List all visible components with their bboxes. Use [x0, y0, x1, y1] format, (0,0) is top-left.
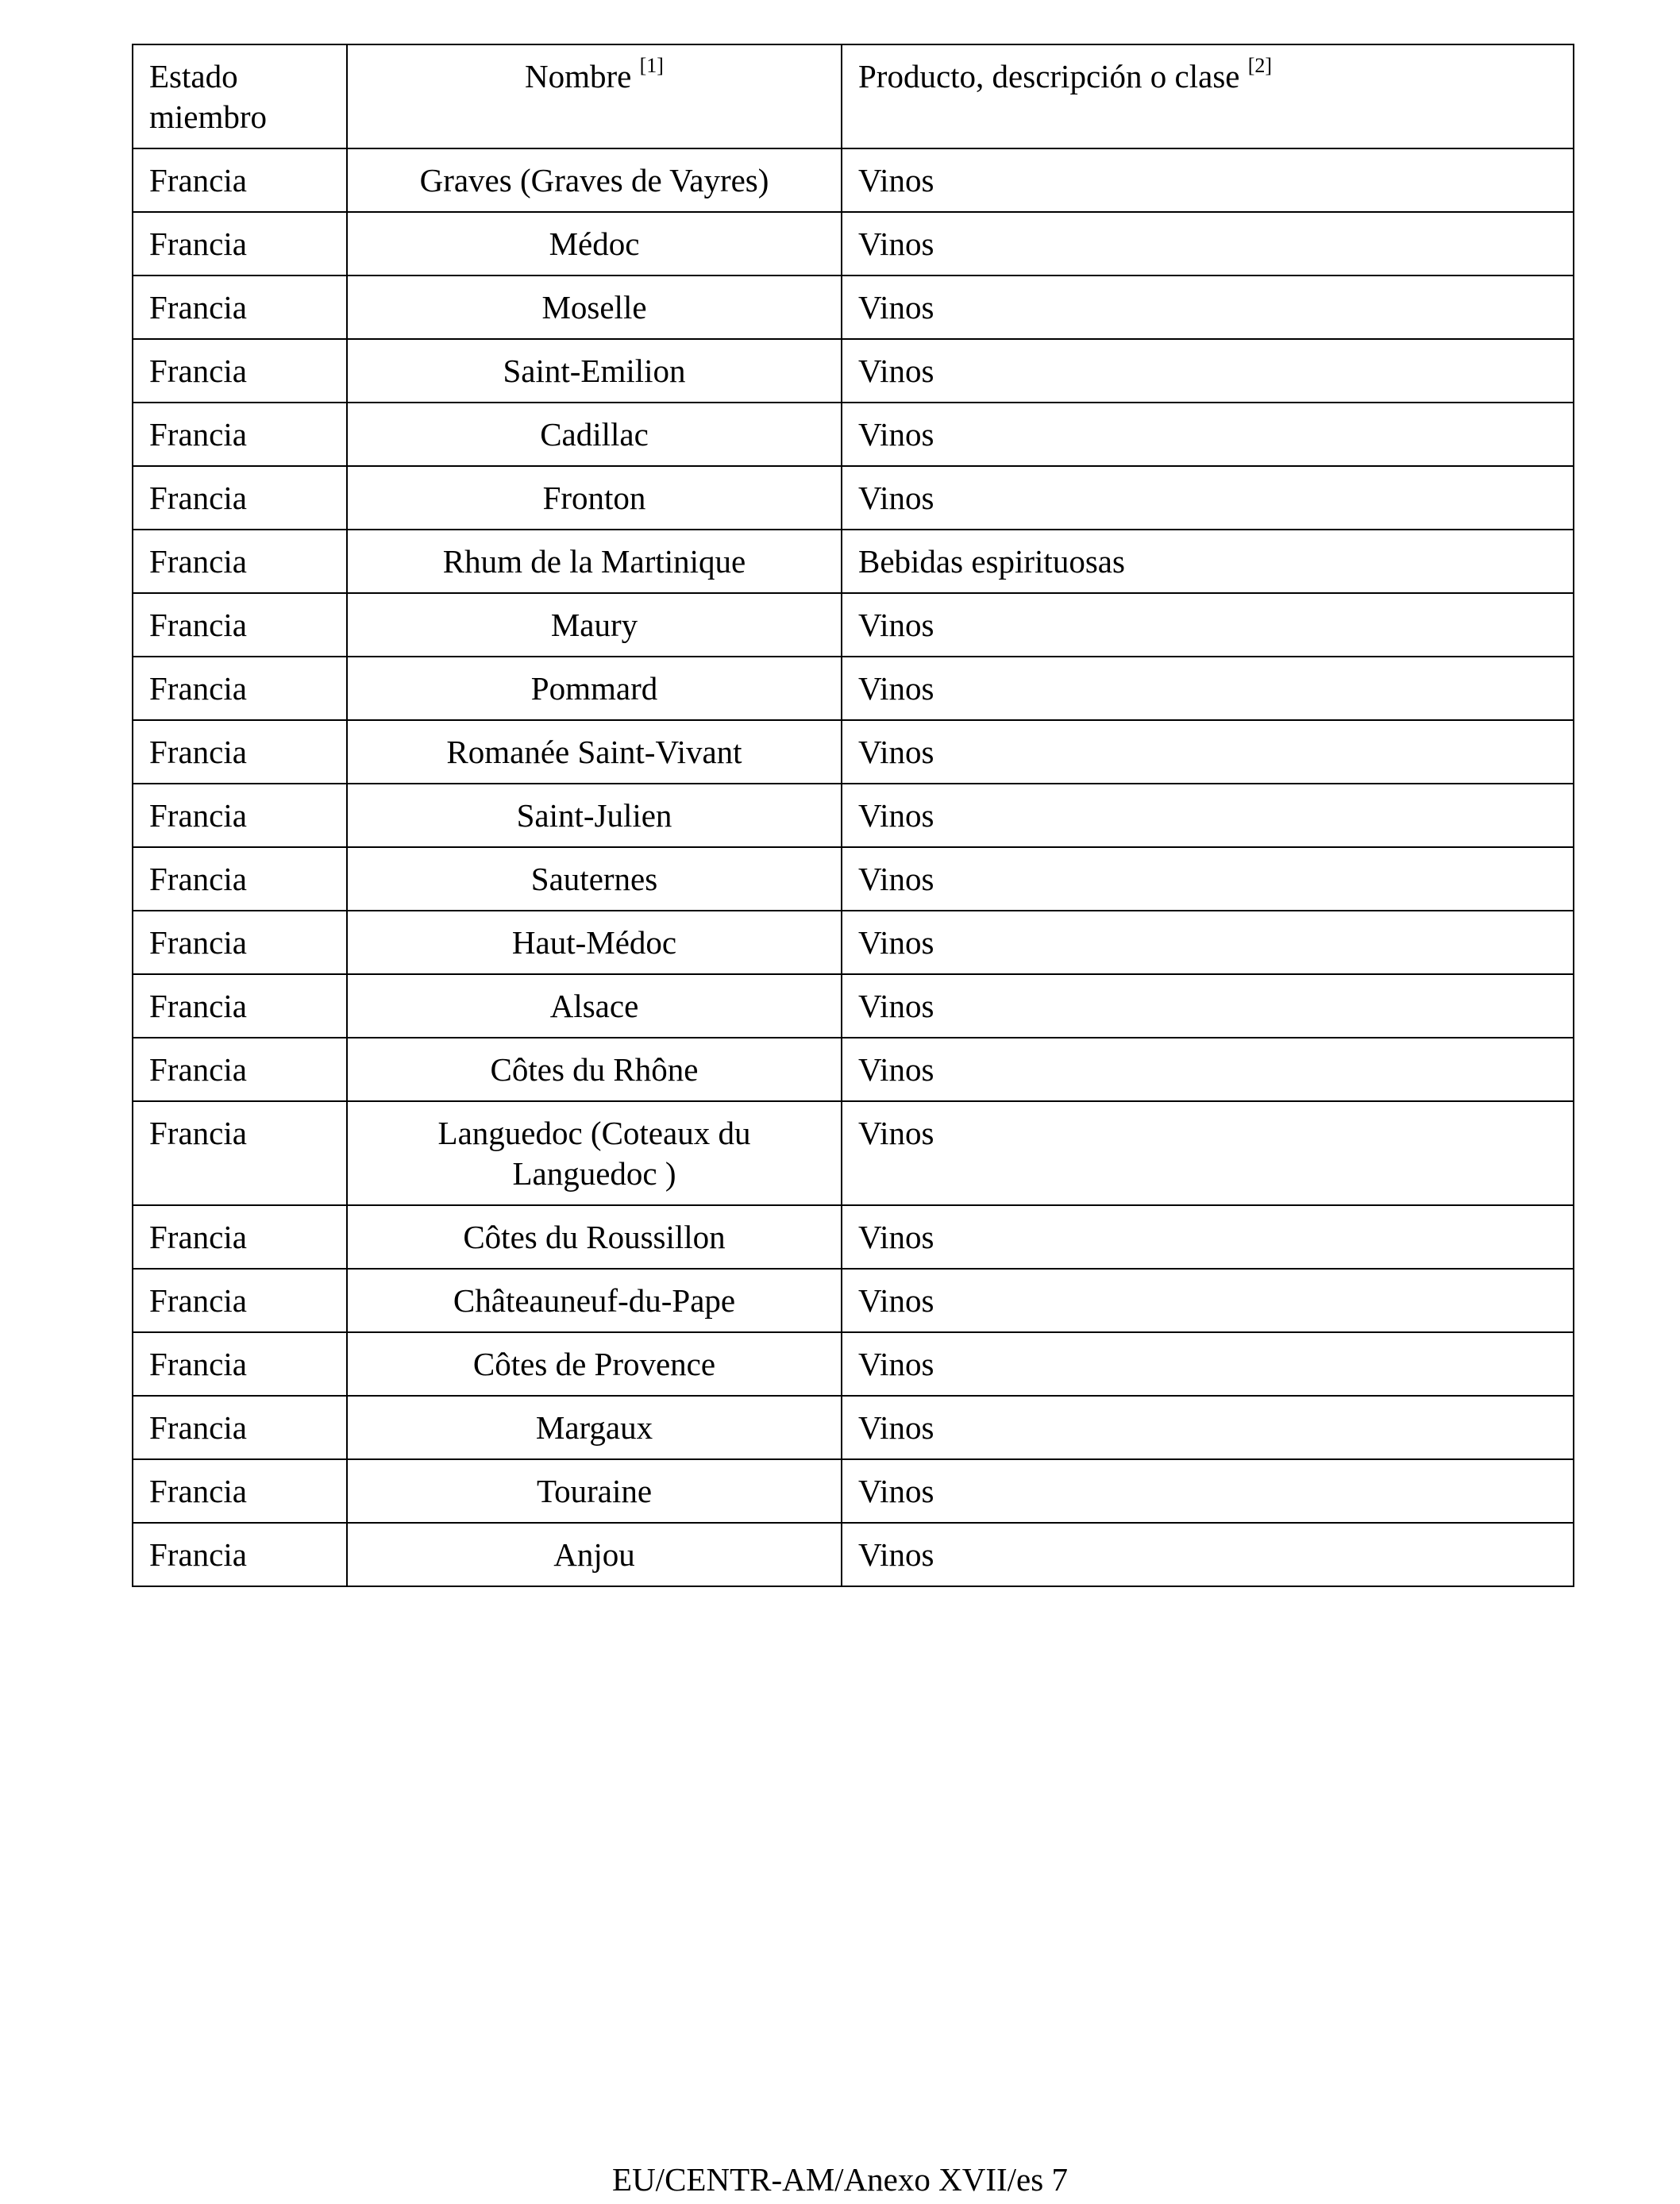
table-row: [133, 784, 1574, 847]
table-row: [133, 911, 1574, 974]
cell-member-state: Francia: [133, 1038, 347, 1101]
table-row: [133, 339, 1574, 403]
cell-member-state: Francia: [133, 1396, 347, 1459]
cell-member-state: Francia: [133, 657, 347, 720]
cell-member-state: Francia: [133, 1101, 347, 1205]
cell-name: Côtes du Roussillon: [347, 1205, 842, 1269]
geographical-indications-table: [132, 44, 1574, 1587]
cell-name: Sauternes: [347, 847, 842, 911]
cell-product: Vinos: [842, 403, 1574, 466]
cell-name: Côtes de Provence: [347, 1332, 842, 1396]
header-member-state: [133, 44, 347, 148]
cell-member-state: Francia: [133, 466, 347, 530]
header-name: [347, 44, 842, 148]
cell-product: Vinos: [842, 974, 1574, 1038]
cell-member-state: Francia: [133, 530, 347, 593]
cell-member-state: Francia: [133, 148, 347, 212]
cell-name: Pommard: [347, 657, 842, 720]
cell-product: Vinos: [842, 1523, 1574, 1586]
table-row: [133, 1523, 1574, 1586]
cell-name: Côtes du Rhône: [347, 1038, 842, 1101]
cell-name: Romanée Saint-Vivant: [347, 720, 842, 784]
table-row: [133, 530, 1574, 593]
cell-product: Vinos: [842, 593, 1574, 657]
table-row: [133, 1269, 1574, 1332]
cell-name: Châteauneuf-du-Pape: [347, 1269, 842, 1332]
cell-product: Vinos: [842, 276, 1574, 339]
cell-name: Languedoc (Coteaux du Languedoc ): [347, 1101, 842, 1205]
cell-product: Vinos: [842, 1459, 1574, 1523]
page-footer-reference: EU/CENTR-AM/Anexo XVII/es 7: [612, 2161, 1068, 2198]
cell-member-state: Francia: [133, 974, 347, 1038]
cell-member-state: Francia: [133, 1332, 347, 1396]
cell-member-state: Francia: [133, 212, 347, 276]
cell-member-state: Francia: [133, 847, 347, 911]
cell-product: Vinos: [842, 1269, 1574, 1332]
table-row: [133, 974, 1574, 1038]
cell-product: Bebidas espirituosas: [842, 530, 1574, 593]
cell-member-state: Francia: [133, 1269, 347, 1332]
table-row: [133, 403, 1574, 466]
cell-product: Vinos: [842, 847, 1574, 911]
table-row: [133, 593, 1574, 657]
cell-name: Alsace: [347, 974, 842, 1038]
cell-member-state: Francia: [133, 403, 347, 466]
table-row: [133, 720, 1574, 784]
footnote-ref-1[interactable]: [1]: [639, 54, 664, 78]
cell-product: Vinos: [842, 1396, 1574, 1459]
header-product-label: Producto, descripción o clase: [858, 58, 1240, 94]
table-row: [133, 276, 1574, 339]
table-row: [133, 1038, 1574, 1101]
header-product: [842, 44, 1574, 148]
cell-name: Moselle: [347, 276, 842, 339]
table-row: [133, 847, 1574, 911]
cell-name: Saint-Emilion: [347, 339, 842, 403]
cell-product: Vinos: [842, 212, 1574, 276]
cell-member-state: Francia: [133, 1205, 347, 1269]
header-member-state-label: Estado miembro: [149, 58, 268, 135]
cell-name: Saint-Julien: [347, 784, 842, 847]
table-row: [133, 657, 1574, 720]
cell-member-state: Francia: [133, 593, 347, 657]
cell-product: Vinos: [842, 657, 1574, 720]
table-row: [133, 1101, 1574, 1205]
cell-product: Vinos: [842, 148, 1574, 212]
footnote-ref-2[interactable]: [2]: [1247, 54, 1273, 78]
cell-product: Vinos: [842, 1332, 1574, 1396]
cell-member-state: Francia: [133, 720, 347, 784]
table-row: [133, 148, 1574, 212]
cell-member-state: Francia: [133, 911, 347, 974]
cell-member-state: Francia: [133, 1523, 347, 1586]
cell-member-state: Francia: [133, 339, 347, 403]
cell-product: Vinos: [842, 1101, 1574, 1205]
cell-product: Vinos: [842, 720, 1574, 784]
cell-name: Médoc: [347, 212, 842, 276]
cell-name: Margaux: [347, 1396, 842, 1459]
table-header-row: [133, 44, 1574, 148]
cell-name: Cadillac: [347, 403, 842, 466]
cell-member-state: Francia: [133, 276, 347, 339]
cell-name: Anjou: [347, 1523, 842, 1586]
table-row: [133, 1459, 1574, 1523]
cell-name: Graves (Graves de Vayres): [347, 148, 842, 212]
cell-member-state: Francia: [133, 784, 347, 847]
cell-name: Touraine: [347, 1459, 842, 1523]
table-row: [133, 1205, 1574, 1269]
cell-product: Vinos: [842, 911, 1574, 974]
table-row: [133, 1396, 1574, 1459]
cell-name: Haut-Médoc: [347, 911, 842, 974]
cell-name: Fronton: [347, 466, 842, 530]
cell-name: Maury: [347, 593, 842, 657]
cell-product: Vinos: [842, 784, 1574, 847]
cell-product: Vinos: [842, 466, 1574, 530]
cell-product: Vinos: [842, 1205, 1574, 1269]
cell-name: Rhum de la Martinique: [347, 530, 842, 593]
header-name-label: Nombre: [525, 58, 632, 94]
cell-product: Vinos: [842, 1038, 1574, 1101]
table-row: [133, 1332, 1574, 1396]
table-row: [133, 212, 1574, 276]
table-row: [133, 466, 1574, 530]
cell-member-state: Francia: [133, 1459, 347, 1523]
cell-product: Vinos: [842, 339, 1574, 403]
